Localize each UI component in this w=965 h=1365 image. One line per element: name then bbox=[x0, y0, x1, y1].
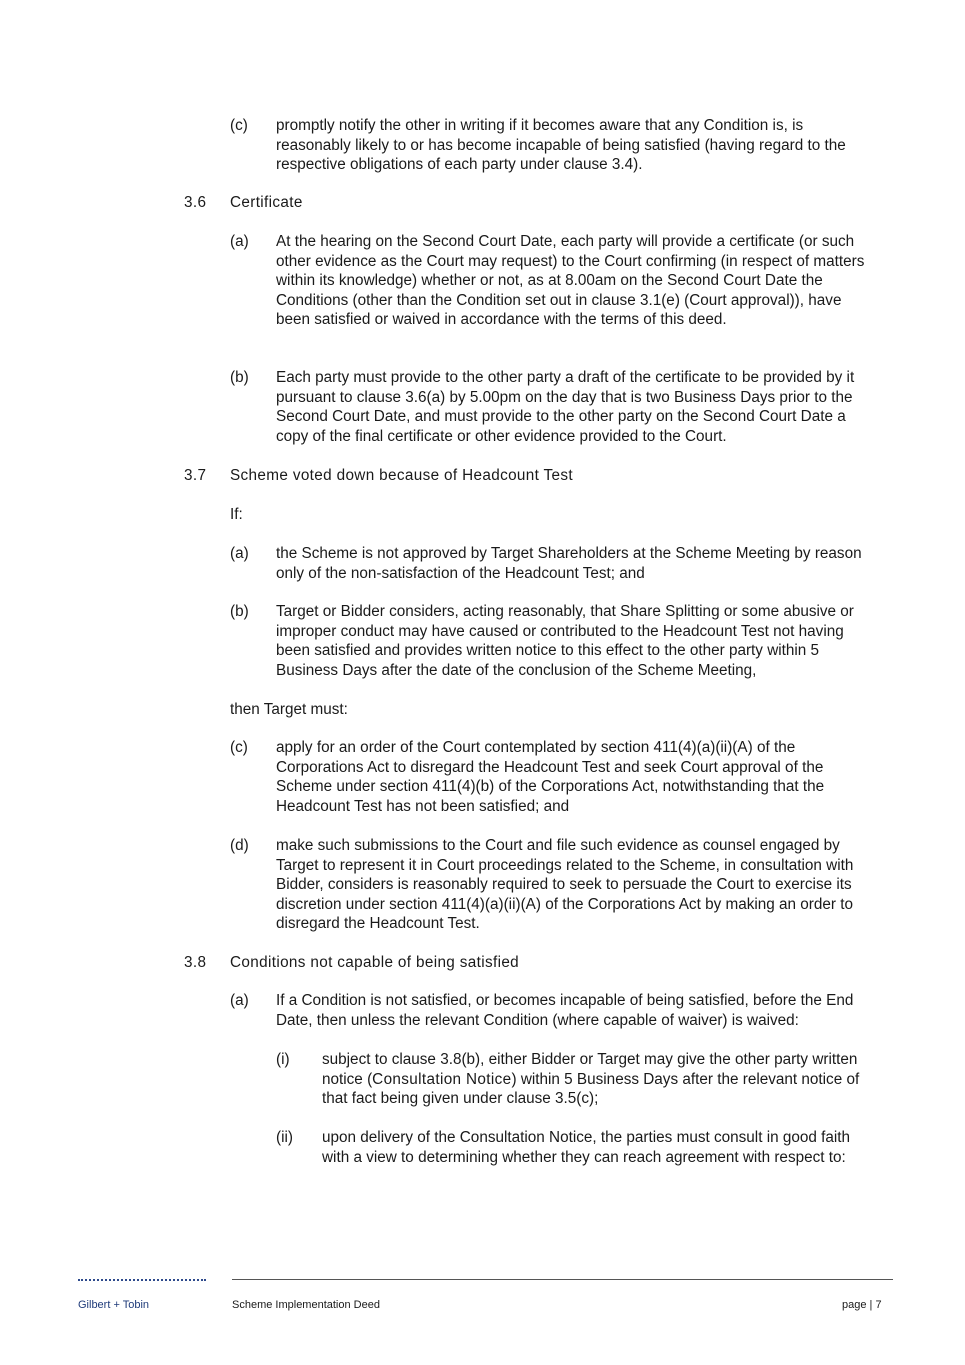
section-3-7-title: Scheme voted down because of Headcount Test bbox=[230, 467, 574, 484]
clause-3-7-intro: If: bbox=[230, 506, 243, 523]
clause-3-6-b-label: (b) bbox=[230, 369, 249, 386]
clause-3-8-a-i-text-after: ) within 5 Business Days after the relevant notice of that fact being given under clause 3.5(c); bbox=[322, 1070, 860, 1107]
clause-3-8-a-text: If a Condition is not satisfied, or becomes incapable of being satisfied, before the End Date, then unless the relevant Condition (where capable of waiver) is waived: bbox=[276, 992, 854, 1029]
clause-3-8-a-i-text bbox=[322, 1050, 872, 1109]
clause-3-8-a-ii-label: (ii) bbox=[276, 1129, 293, 1146]
clause-3-6-a-label: (a) bbox=[230, 233, 249, 250]
footer-dotted-rule bbox=[78, 1279, 206, 1281]
clause-3-7-a-label: (a) bbox=[230, 545, 249, 562]
clause-3-7-d-text: make such submissions to the Court and file such evidence as counsel engaged by Target to represent it in Court proceedings related to the Scheme, in consultation with Bidder, considers is reasonably required to seek to persuade the Court to exercise its discretion under section 411(4)(a)(ii)(A) of the Corporations Act by making an order to disregard the Headcount Test. bbox=[276, 837, 854, 932]
clause-3-7-c-text: apply for an order of the Court contemplated by section 411(4)(a)(ii)(A) of the Corporations Act to disregard the Headcount Test and seek Court approval of the Scheme under section 411(4)(b) of the Corporations Act, notwithstanding that the Headcount Test has not been satisfied; and bbox=[276, 739, 825, 815]
clause-3-7-b-label: (b) bbox=[230, 603, 249, 620]
clause-3-5-c-label: (c) bbox=[230, 117, 248, 134]
clause-3-8-a-i-label: (i) bbox=[276, 1051, 290, 1068]
clause-3-8-a-i-text-before: subject to clause 3.8(b), either Bidder or Target may give the other party written notice ( bbox=[322, 1051, 858, 1088]
footer-rule bbox=[232, 1279, 893, 1280]
clause-3-7-then: then Target must: bbox=[230, 701, 348, 718]
clause-3-7-a-text: the Scheme is not approved by Target Shareholders at the Scheme Meeting by reason only of the non-satisfaction of the Headcount Test; and bbox=[276, 545, 862, 582]
clause-3-5-c-text: promptly notify the other in writing if it becomes aware that any Condition is, is reasonably likely to or has become incapable of being satisfied (having regard to the respective obligations of each party under clause 3.4). bbox=[276, 117, 846, 173]
clause-3-7-c-label: (c) bbox=[230, 739, 248, 756]
clause-3-6-a-text: At the hearing on the Second Court Date, each party will provide a certificate (or such other evidence as the Court may request) to the Court confirming (in respect of matters within its knowledge) whether or not, as at 8.00am on the Second Court Date the Conditions (other than the Condition set out in clause 3.1(e) (Court approval)), have been satisfied or waived in accordance with the terms of this deed. bbox=[276, 233, 865, 328]
footer-page-number: page | 7 bbox=[842, 1299, 882, 1311]
section-3-7-number: 3.7 bbox=[184, 467, 207, 484]
defined-term-consultation-notice: Consultation Notice bbox=[372, 1070, 512, 1088]
clause-3-8-a-ii-text: upon delivery of the Consultation Notice, the parties must consult in good faith with a view to determining whether they can reach agreement with respect to: bbox=[322, 1129, 851, 1166]
clause-3-8-a-label: (a) bbox=[230, 992, 249, 1009]
section-3-6-number: 3.6 bbox=[184, 194, 207, 211]
footer-document-title: Scheme Implementation Deed bbox=[232, 1299, 380, 1311]
section-3-8-number: 3.8 bbox=[184, 954, 207, 971]
footer-firm-name: Gilbert + Tobin bbox=[78, 1299, 150, 1311]
clause-3-7-b-text: Target or Bidder considers, acting reasonably, that Share Splitting or some abusive or improper conduct may have caused or contributed to the Headcount Test not having been satisfied and provides written notice to this effect to the other party within 5 Business Days after the date of the conclusion of the Scheme Meeting, bbox=[276, 603, 854, 679]
clause-3-6-b-text: Each party must provide to the other party a draft of the certificate to be provided by it pursuant to clause 3.6(a) by 5.00pm on the day that is two Business Days prior to the Second Court Date, and must provide to the other party on the Second Court Date a copy of the final certificate or other evidence provided to the Court. bbox=[276, 369, 855, 445]
clause-3-7-d-label: (d) bbox=[230, 837, 249, 854]
section-3-8-title: Conditions not capable of being satisfied bbox=[230, 954, 520, 971]
section-3-6-title: Certificate bbox=[230, 194, 303, 211]
